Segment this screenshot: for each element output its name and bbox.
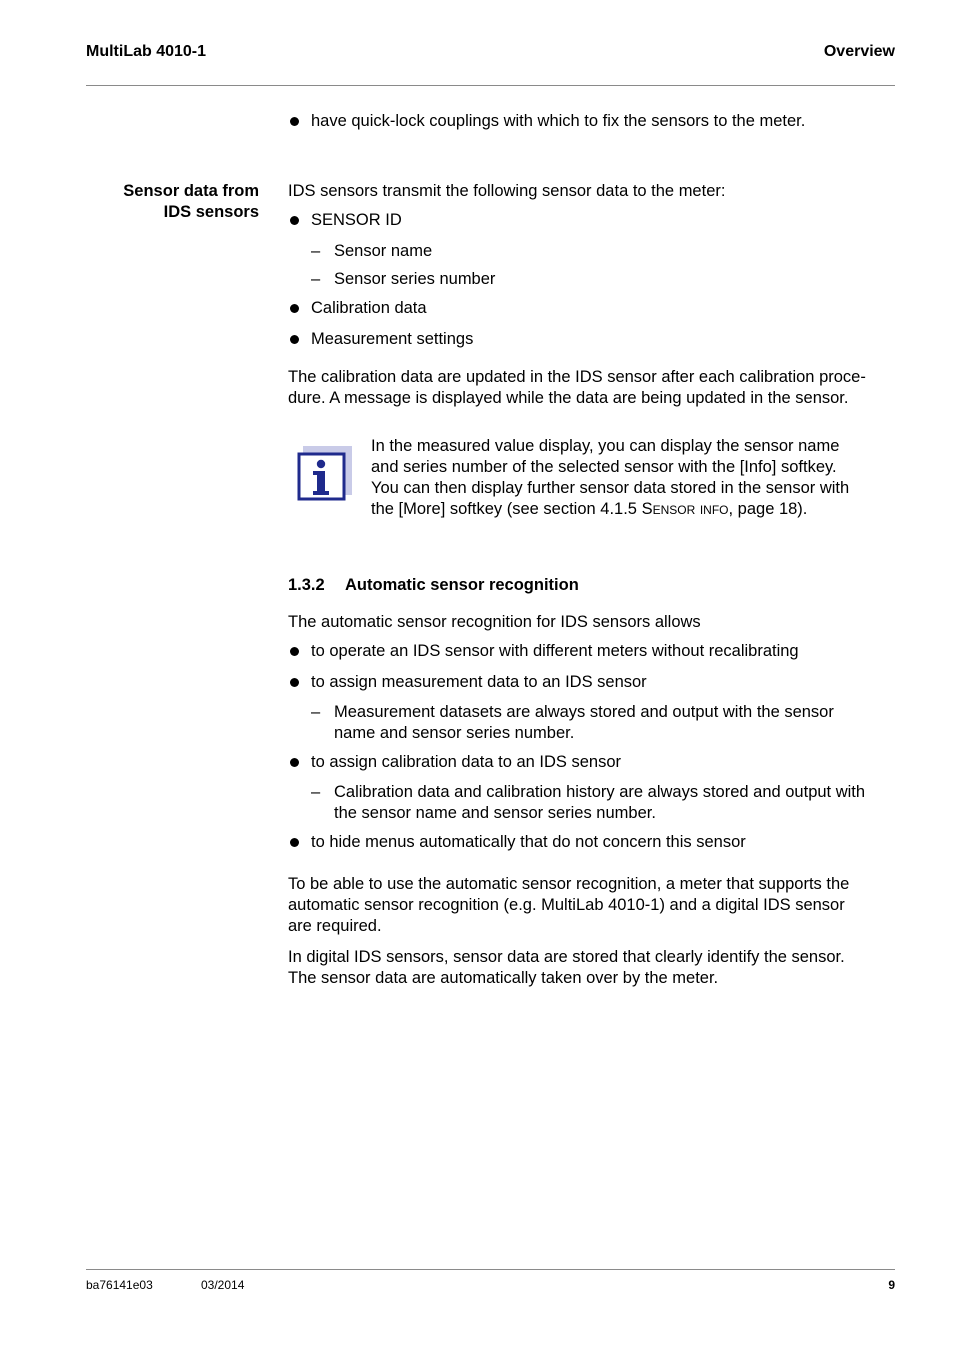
sub-measurement-line2: name and sensor series number. xyxy=(334,724,575,742)
calibration-para-line1: The calibration data are updated in the IDS sensor after each calibration proce- xyxy=(288,368,866,386)
bullet-dot xyxy=(290,647,299,656)
sub-measurement-line1: Measurement datasets are always stored and output with the sensor xyxy=(334,703,834,721)
bullet-dot xyxy=(290,117,299,126)
page-number: 9 xyxy=(888,1278,895,1292)
side-heading-line2: IDS sensors xyxy=(163,203,259,221)
sub-calibration-line2: the sensor name and sensor series number. xyxy=(334,804,656,822)
section-number: 1.3.2 xyxy=(288,576,325,594)
bullet-operate: to operate an IDS sensor with different meters without recalibrating xyxy=(311,642,799,660)
dash-mark: – xyxy=(311,242,321,260)
info-icon xyxy=(296,446,352,502)
bullet-dot xyxy=(290,678,299,687)
sensor-data-lead: IDS sensors transmit the following sensor data to the meter: xyxy=(288,182,726,200)
info-note-line3: You can then display further sensor data stored in the sensor with xyxy=(371,479,850,497)
footer-date: 03/2014 xyxy=(201,1278,245,1292)
sub-calibration-line1: Calibration data and calibration history are always stored and output with xyxy=(334,783,866,801)
para1-line1: To be able to use the automatic sensor recognition, a meter that supports the xyxy=(288,875,850,893)
footer-rule xyxy=(86,1269,895,1270)
dash-mark: – xyxy=(311,703,321,721)
section-ref-link: Sensor info xyxy=(641,500,729,518)
bullet-assign-measurement: to assign measurement data to an IDS sensor xyxy=(311,673,647,691)
info-note-line2: and series number of the selected sensor with the [Info] softkey. xyxy=(371,458,837,476)
section-title: Automatic sensor recognition xyxy=(345,576,579,594)
info-note-line1: In the measured value display, you can display the sensor name xyxy=(371,437,840,455)
info-note-line4: the [More] softkey (see section 4.1.5 Sensor info, page 18). xyxy=(371,500,808,518)
bullet-dot xyxy=(290,216,299,225)
dash-mark: – xyxy=(311,783,321,801)
header-rule xyxy=(86,85,895,86)
para2-line2: The sensor data are automatically taken over by the meter. xyxy=(288,969,719,987)
intro-bullet-text: have quick-lock couplings with which to fix the sensors to the meter. xyxy=(311,112,806,130)
sub-sensor-series: Sensor series number xyxy=(334,270,496,288)
bullet-calibration: Calibration data xyxy=(311,299,427,317)
footer-doc-id: ba76141e03 xyxy=(86,1278,153,1292)
side-heading-line1: Sensor data from xyxy=(123,182,259,200)
bullet-measurement: Measurement settings xyxy=(311,330,474,348)
bullet-assign-calibration: to assign calibration data to an IDS sensor xyxy=(311,753,622,771)
header-section: Overview xyxy=(823,43,895,60)
para2-line1: In digital IDS sensors, sensor data are stored that clearly identify the sensor. xyxy=(288,948,845,966)
sub-sensor-name: Sensor name xyxy=(334,242,433,260)
bullet-dot xyxy=(290,838,299,847)
bullet-sensor-id: SENSOR ID xyxy=(311,211,402,229)
para1-line3: are required. xyxy=(288,917,382,935)
dash-mark: – xyxy=(311,270,321,288)
section-lead: The automatic sensor recognition for IDS sensors allows xyxy=(288,613,701,631)
bullet-dot xyxy=(290,304,299,313)
calibration-para-line2: dure. A message is displayed while the data are being updated in the sensor. xyxy=(288,389,849,407)
header-title: MultiLab 4010-1 xyxy=(86,43,207,60)
bullet-dot xyxy=(290,758,299,767)
para1-line2: automatic sensor recognition (e.g. MultiLab 4010-1) and a digital IDS sensor xyxy=(288,896,845,914)
bullet-hide-menus: to hide menus automatically that do not concern this sensor xyxy=(311,833,746,851)
bullet-dot xyxy=(290,335,299,344)
